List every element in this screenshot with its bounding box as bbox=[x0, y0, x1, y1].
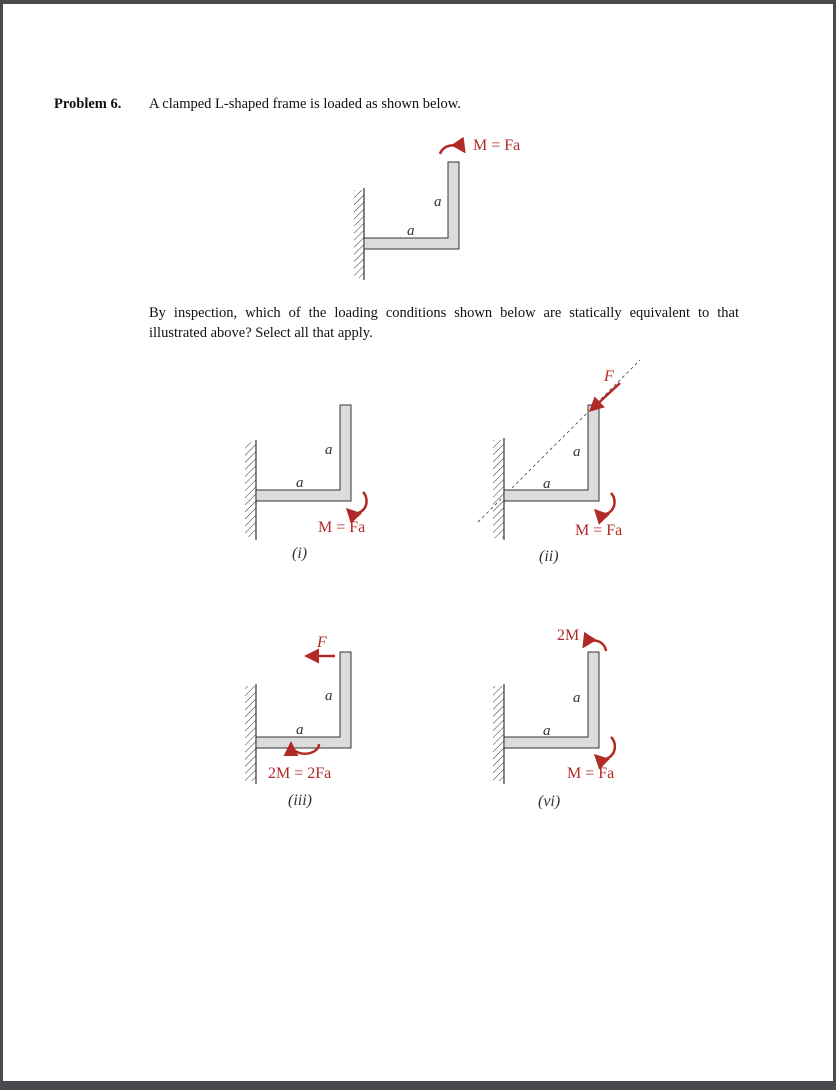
option-vi-dim-horizontal: a bbox=[543, 723, 551, 739]
main-figure bbox=[354, 137, 520, 280]
moment-arrow bbox=[440, 145, 464, 154]
main-dim-vertical: a bbox=[434, 194, 442, 210]
option-iii-moment-label: 2M = 2Fa bbox=[268, 765, 332, 782]
moment-arrow-top bbox=[584, 640, 606, 651]
option-ii-force-label: F bbox=[604, 368, 614, 385]
option-ii-dim-horizontal: a bbox=[543, 476, 551, 492]
option-vi-moment-corner-label: M = Fa bbox=[567, 765, 615, 782]
option-iii-caption: (iii) bbox=[288, 792, 312, 809]
problem-statement: A clamped L-shaped frame is loaded as shown below. bbox=[149, 96, 461, 112]
option-iii-figure bbox=[245, 634, 351, 809]
problem-question: By inspection, which of the loading conditions shown below are statically equivalent to that illustrated above? Select all that apply. bbox=[149, 305, 739, 341]
option-i-dim-vertical: a bbox=[325, 442, 333, 458]
l-frame bbox=[256, 405, 351, 501]
l-frame bbox=[504, 652, 599, 748]
main-moment-label: M = Fa bbox=[473, 137, 521, 154]
option-vi-figure bbox=[493, 627, 615, 810]
option-ii-dim-vertical: a bbox=[573, 444, 581, 460]
problem-label: Problem 6. bbox=[54, 96, 122, 112]
option-iii-dim-vertical: a bbox=[325, 688, 333, 704]
option-ii-caption: (ii) bbox=[539, 548, 559, 565]
option-ii-figure bbox=[478, 360, 640, 565]
force-arrow bbox=[591, 383, 620, 410]
option-i-figure bbox=[245, 405, 367, 562]
clamp-support bbox=[245, 686, 256, 781]
clamp-support bbox=[493, 440, 504, 538]
option-vi-moment-top-label: 2M bbox=[557, 627, 580, 644]
option-i-dim-horizontal: a bbox=[296, 475, 304, 491]
option-i-caption: (i) bbox=[292, 545, 308, 562]
l-frame bbox=[256, 652, 351, 748]
main-dim-horizontal: a bbox=[407, 223, 415, 239]
option-iii-dim-horizontal: a bbox=[296, 722, 304, 738]
option-i-moment-label: M = Fa bbox=[318, 519, 366, 536]
clamp-support bbox=[493, 686, 504, 781]
option-vi-dim-vertical: a bbox=[573, 690, 581, 706]
option-vi-caption: (vi) bbox=[538, 793, 561, 810]
clamp-support bbox=[245, 442, 256, 537]
option-ii-moment-label: M = Fa bbox=[575, 522, 623, 539]
option-iii-force-label: F bbox=[317, 634, 327, 651]
clamp-support bbox=[354, 190, 364, 278]
l-frame bbox=[504, 405, 599, 501]
